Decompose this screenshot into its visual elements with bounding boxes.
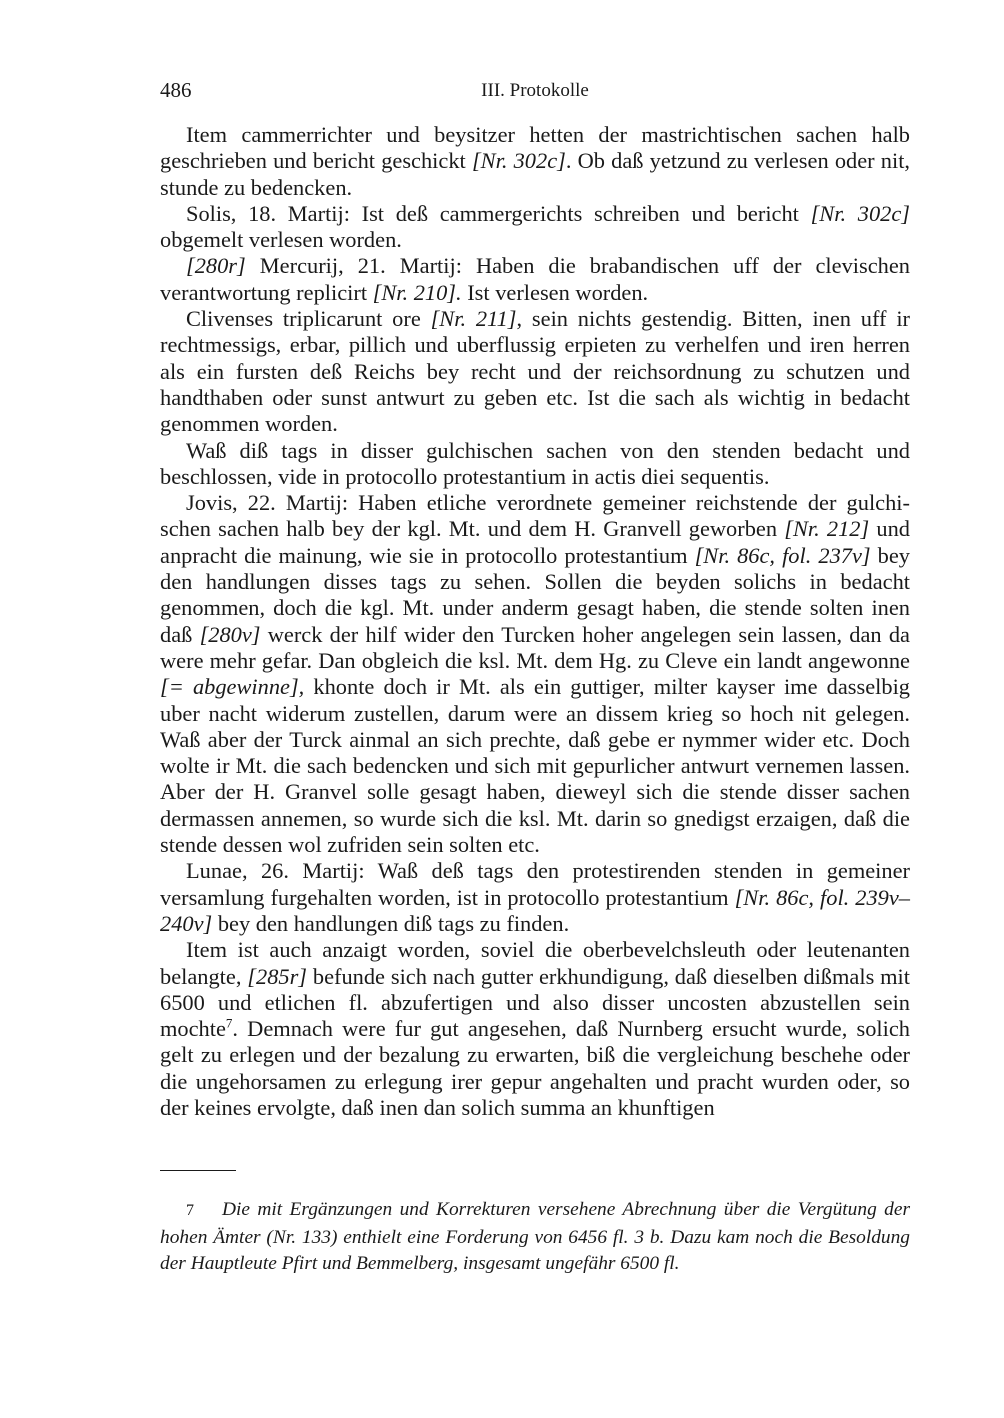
body-paragraph: Lunae, 26. Martij: Waß deß tags den protestirenden stenden in gemeiner versamlung furgehalten worden, ist in protocollo protestantium [Nr. 86c, fol. 239v–240v] bey den handlungen diß tags zu finden. [160,858,910,936]
footnote-number: 7 [186,1202,194,1220]
body-text [160,122,910,1121]
body-paragraph: Solis, 18. Martij: Ist deß cammergerichts schreiben und bericht [Nr. 302c] obgemelt verlesen worden. [160,200,910,253]
footnote-rule [160,1170,236,1171]
footnote-marker: 7 [225,1015,233,1031]
body-paragraph: Clivenses triplicarunt ore [Nr. 211], sein nichts gestendig. Bitten, inen uff ir rechtmessigs, erbar, pillich und uberflussig erpieten zu verhelfen und iren herren als ein fursten deß Reichs bey recht und der reichsordnung zu schutzen und handthaben oder sunst antwurt zu geben etc. Ist die sach als wichtig in bedacht genommen worden. [160,306,910,437]
body-paragraph: Waß diß tags in disser gulchischen sachen von den stenden bedacht und beschlossen, vide in protocollo protestantium in actis diei sequentis. [160,437,910,489]
editorial-reference: [285r] [247,963,308,989]
editorial-reference: [Nr. 86c, fol. 237v] [694,542,871,568]
footnote-text: Die mit Ergänzungen und Korrekturen versehene Abrechnung über die Vergütung der hohen Ämter (Nr. 133) enthielt eine Forderung von 6456 fl. 3 b. Dazu kam noch die Besoldung der Hauptleute Pfirt und Bemmelberg, insgesamt ungefähr 6500 fl. [160,1199,910,1274]
editorial-reference: [Nr. 212] [784,516,870,542]
body-paragraph: Jovis, 22. Martij: Haben etliche verordnete gemeiner reichstende der gulchischen sachen halb bey der kgl. Mt. und dem H. Granvell geworben [Nr. 212] und anpracht die mainung, wie sie in protocollo protestantium [Nr. 86c, fol. 237v] bey den handlungen disses tags zu sehen. Sollen die beyden solichs in bedacht genommen, doch die kgl. Mt. under anderm gesagt haben, die stende solten inen daß [280v] werck der hilf wider den Turcken hoher angelegen sein lassen, dan da were mehr gefar. Dan obgleich die ksl. Mt. dem Hg. zu Cleve ein landt angewonne [= abgewinne], khonte doch ir Mt. als ein guttiger, milter kayser ime dasselbig uber nacht widerum zustellen, darum were an dissem krieg so hoch nit gelegen. Waß aber der Turck ainmal an sich prechte, daß gebe er nymmer wider etc. Doch wolte ir Mt. die sach bedencken und sich mit gepurlicher antwurt vernemen lassen. Aber der H. Granvel solle gesagt haben, dieweyl sich die stende disser sachen dermassen annemen, so wurde sich die ksl. Mt. darin so gnedigst erzaigen, daß die stende dessen wol zufriden sein solten etc. [160,490,911,858]
editorial-reference: [= abgewinne], [160,674,305,700]
editorial-reference: [Nr. 302c] [810,200,910,226]
body-paragraph: Item ist auch anzaigt worden, soviel die oberbevelchsleuth oder leutenanten belangte, [285r] befunde sich nach gutter erkhundigung, daß dieselben dißmals mit 6500 und etlichen fl. abzufertigen und also disser uncosten abzustellen sein mochte$^7$. Demnach were fur gut angesehen, daß Nurnberg ersucht wurde, solich gelt zu erlegen und der bezalung zu erwarten, biß die vergleichung beschehe oder die ungehorsamen zu erlegung irer gepur angehalten und pracht wurden oder, so der keines ervolgte, daß inen dan solich summa an khunftigen [160,937,910,1120]
page [160,78,910,1121]
editorial-reference: [Nr. 210]. [372,279,462,305]
editorial-reference: [Nr. 211] [430,306,517,332]
editorial-reference: [Nr. 86c, fol. 239v–240v] [160,884,910,936]
page-number: 486 [160,78,192,102]
footnote [160,1197,910,1277]
running-head [160,78,910,108]
editorial-reference: [280r] [186,253,246,279]
body-paragraph: Item cammerrichter und beysitzer hetten der mastrichtischen sachen halb geschrieben und bericht geschickt [Nr. 302c]. Ob daß yetzund zu verlesen oder nit, stunde zu bedencken. [160,122,911,200]
body-paragraph: [280r] Mercurij, 21. Martij: Haben die brabandischen uff der clevischen verantwortung replicirt [Nr. 210]. Ist verlesen worden. [160,253,910,305]
editorial-reference: [280v] [199,621,261,647]
running-title: III. Protokolle [481,80,589,101]
editorial-reference: [Nr. 302c] [471,148,566,174]
